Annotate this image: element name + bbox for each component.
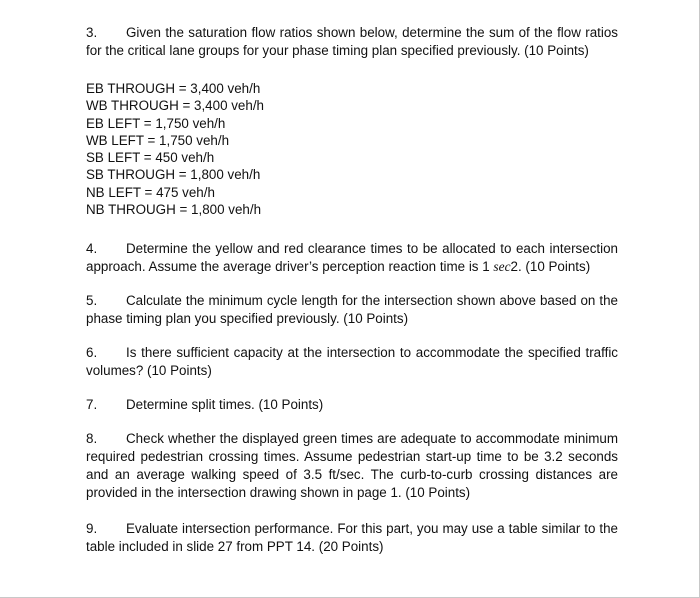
question-number: 7.	[86, 397, 98, 413]
question-7	[86, 396, 618, 414]
question-text: Determine split times. (10 Points)	[126, 397, 324, 413]
question-text: Check whether the displayed green times are adequate to accommodate minimum required pedestrian crossing times. Assume pedestrian start-up time to be 3.2 seconds and an average walking speed of 3.5 ft/sec. The curb-to-curb crossing distances are provided in the intersection drawing shown in page 1. (10 Points)	[86, 431, 618, 501]
question-number: 4.	[86, 241, 98, 257]
flow-item: NB LEFT = 475 veh/h	[86, 184, 215, 200]
time-unit: sec	[493, 259, 511, 275]
flow-item: NB THROUGH = 1,800 veh/h	[86, 202, 262, 218]
question-text: Calculate the minimum cycle length for the intersection shown above based on the phase timing plan you specified previously. (10 Points)	[86, 293, 618, 327]
question-number: 6.	[86, 345, 98, 361]
flow-item: EB LEFT = 1,750 veh/h	[86, 115, 226, 131]
time-value: 2	[510, 259, 518, 275]
question-6	[86, 344, 618, 380]
flow-item: EB THROUGH = 3,400 veh/h	[86, 81, 261, 96]
question-points: . (10 Points)	[517, 259, 591, 275]
question-text: Given the saturation flow ratios shown below, determine the sum of the flow ratios for the critical lane groups for your phase timing plan specified previously. (10 Points)	[86, 25, 618, 58]
question-text: Is there sufficient capacity at the intersection to accommodate the specified traffic volumes? (10 Points)	[86, 345, 618, 379]
question-list	[86, 24, 618, 556]
question-number: 8.	[86, 431, 98, 447]
saturation-flow-list	[86, 80, 618, 218]
question-text: Determine the yellow and red clearance times to be allocated to each intersection approach. Assume the average driver’s perception reaction time is 1	[86, 241, 618, 275]
question-9	[86, 520, 618, 556]
question-3	[86, 24, 618, 60]
question-text: Evaluate intersection performance. For this part, you may use a table similar to the table included in slide 27 from PPT 14. (20 Points)	[86, 521, 618, 555]
question-5	[86, 292, 618, 328]
question-number: 5.	[86, 293, 98, 309]
question-number: 9.	[86, 521, 98, 537]
flow-item: WB LEFT = 1,750 veh/h	[86, 132, 230, 148]
question-4	[86, 240, 618, 276]
flow-item: SB LEFT = 450 veh/h	[86, 150, 215, 166]
flow-item: SB THROUGH = 1,800 veh/h	[86, 167, 261, 183]
flow-item: WB THROUGH = 3,400 veh/h	[86, 98, 264, 114]
question-8	[86, 430, 618, 502]
question-number: 3.	[86, 25, 98, 40]
